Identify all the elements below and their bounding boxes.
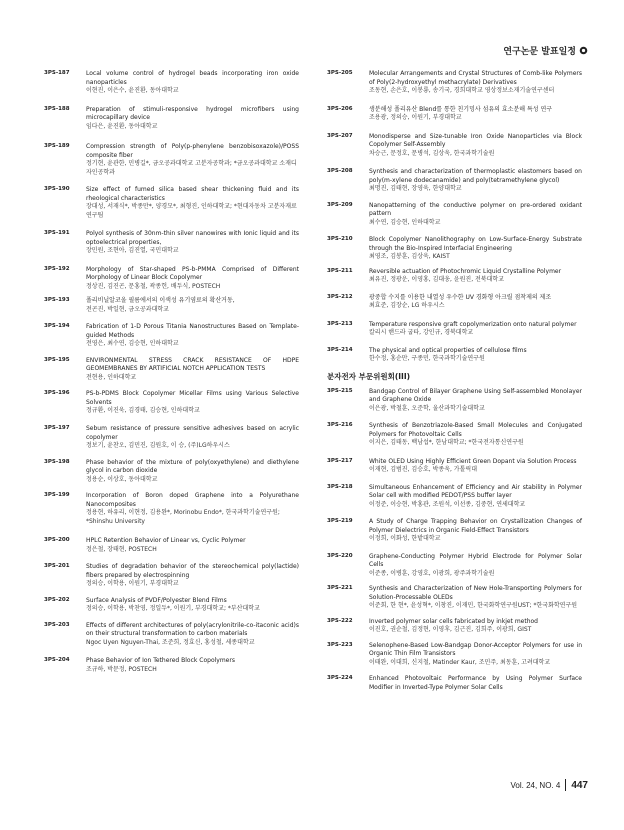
entry <box>327 675 582 692</box>
header-label: 연구논문 발표일정 <box>503 47 576 57</box>
entry-body <box>86 597 299 614</box>
volume-label: Vol. 24, NO. 4 <box>510 780 561 790</box>
entry-code: 3PS-215 <box>327 387 353 394</box>
entry-title: HPLC Retention Behavior of Linear vs, Cyclic Polymer <box>86 537 246 545</box>
entry-authors: 한수정, 홍순만, 구종민, 한국과학기술연구원 <box>369 355 485 363</box>
entry-body <box>369 202 582 228</box>
entry-body <box>369 458 582 475</box>
entry-code: 3PS-193 <box>44 297 70 304</box>
entry-code: 3PS-219 <box>327 518 353 525</box>
entry-title: 폴리비닐알코올 필름에서의 이색성 유기염료의 확산거동, <box>86 297 235 305</box>
entry-title: Phase behavior of the mixture of poly(oxyethylene) and diethylene glycol in carbon dioxide <box>86 458 299 475</box>
entry-body <box>86 186 299 220</box>
right-column <box>327 70 582 692</box>
entry-authors: 이은광, 박철훈, 오준학, 울산과학기술대학교 <box>369 404 485 412</box>
entry-body <box>86 537 299 554</box>
entry-authors: Ngoc Uyen Nguyen-Thai, 조준희, 정효신, 홍성철, 세종대학교 <box>86 638 255 646</box>
entry-body <box>369 618 582 635</box>
entry-code: 3PS-217 <box>327 457 353 464</box>
entry <box>327 268 582 285</box>
entry-body <box>86 390 299 416</box>
entry-body <box>86 459 299 485</box>
entry-body <box>86 323 299 349</box>
entry <box>327 422 582 448</box>
entry <box>327 168 582 194</box>
entry-title: Morphology of Star-shaped PS-b-PMMA Comprised of Different Morphology of Linear Block Copolymer <box>86 265 299 282</box>
entry-body <box>369 294 582 311</box>
entry-body <box>369 518 582 544</box>
entry <box>44 143 299 177</box>
entry-title: Incorporation of Boron doped Graphene into a Polyurethane Nanocomposites <box>86 492 299 508</box>
entry-body <box>369 347 582 364</box>
right-entries-a <box>327 70 582 364</box>
entry-title: Synthesis and characterization of thermoplastic elastomers based on poly(m-xylene dodecanamide) and poly(tetramethylene glycol) <box>369 168 582 184</box>
page-number: 447 <box>571 779 588 791</box>
entry <box>44 357 299 383</box>
entry-authors: 조규하, 박문정, POSTECH <box>86 665 157 673</box>
entry-authors: 차승근, 문정호, 문병석, 김상욱, 한국과학기술원 <box>369 149 495 157</box>
entry-title: Inverted polymer solar cells fabricated by inkjet method <box>369 617 538 625</box>
entry <box>44 563 299 589</box>
entry-authors: 임다은, 윤진환, 동아대학교 <box>86 122 158 130</box>
entry-authors: 조동현, 손은호, 이봉룡, 송기국, 경희대학교 영상정보소재기술연구센터 <box>369 87 555 95</box>
entry-title: 생분해성 폴리유산 Blend를 통한 친기밍사 섬유의 효소분해 특성 연구 <box>369 105 553 113</box>
entry-title: Temperature responsive graft copolymerization onto natural polymer <box>369 320 577 328</box>
entry-title: White OLED Using Highly Efficient Green Dopant via Solution Process <box>369 457 577 465</box>
entry-code: 3PS-204 <box>44 657 70 664</box>
entry-code: 3PS-201 <box>44 563 70 570</box>
entry-code: 3PS-190 <box>44 186 70 193</box>
entry <box>44 597 299 614</box>
entry-code: 3PS-207 <box>327 132 353 139</box>
entry-code: 3PS-211 <box>327 267 353 274</box>
entry-authors: 정의승, 이학용, 박찬영, 정일두*, 이원기, 부경대학교; *부산대학교 <box>86 605 260 613</box>
entry-authors: 이진호, 권순철, 김정현, 이영후, 김근진, 김희주, 이광희, GIST <box>369 626 532 634</box>
entry-body <box>369 168 582 194</box>
entry-authors: 이태완, 이대희, 신지철, Matinder Kaur, 조민주, 최동훈, 고려대학교 <box>369 658 551 666</box>
entry <box>327 202 582 228</box>
entry-body <box>86 657 299 674</box>
entry-code: 3PS-195 <box>44 356 70 363</box>
entry-title: A Study of Charge Trapping Behavior on Crystallization Changes of Polymer Dielectrics in Organic Field-Effect Transistors <box>369 518 582 534</box>
entry <box>327 70 582 96</box>
entry <box>44 492 299 526</box>
entry-authors: 최영조, 김봉훈, 김상욱, KAIST <box>369 253 450 261</box>
entry-code: 3PS-222 <box>327 617 353 624</box>
entry-body <box>86 297 299 314</box>
entry-code: 3PS-188 <box>44 105 70 112</box>
entry-code: 3PS-216 <box>327 422 353 429</box>
entry-code: 3PS-202 <box>44 596 70 603</box>
entry-authors: 이재현, 김범진, 김승호, 박종욱, 가톨릭대 <box>369 466 477 474</box>
entry-authors: 정의승, 이학용, 이원기, 부경대학교 <box>86 580 179 588</box>
entry-title: Studies of degradation behavior of the stereochemical poly(lactide) fibers prepared by electrospinning <box>86 563 299 579</box>
entry-title: Enhanced Photovoltaic Performance by Using Polymer Surface Modifier in Inverted-Type Polymer Solar Cells <box>369 675 582 691</box>
entry <box>327 642 582 668</box>
entry-title: PS-b-PDMS Block Copolymer Micellar Films using Various Selective Solvents <box>86 390 299 406</box>
entry <box>44 622 299 648</box>
entry-authors: 이준회, 한 현*, 윤성혁*, 이창진, 이재민, 한국화학연구원UST; *한국화학연구원 <box>369 602 578 610</box>
section-title: 분자전자 부문위원회(III) <box>327 371 411 381</box>
entry <box>44 323 299 349</box>
entry <box>327 294 582 311</box>
entry-title: Reversible actuation of Photochromic Liquid Crystalline Polymer <box>369 267 562 275</box>
entry <box>327 553 582 579</box>
entry-authors: 칼리시 핸드라 굽타, 강인규, 경북대학교 <box>369 329 474 337</box>
entry-title: 광중합 수지를 이용한 내열성 우수한 UV 경화형 아크릴 점착제의 제조 <box>369 293 552 301</box>
entry-title: Bandgap Control of Bilayer Graphene Using Self-assembled Monolayer and Graphene Oxide <box>369 387 582 404</box>
entry-code: 3PS-220 <box>327 552 353 559</box>
entry-body <box>86 622 299 648</box>
entry <box>327 106 582 123</box>
entry-code: 3PS-210 <box>327 236 353 243</box>
entry-body <box>369 268 582 285</box>
entry-code: 3PS-191 <box>44 230 70 237</box>
entry-code: 3PS-218 <box>327 483 353 490</box>
entry-code: 3PS-194 <box>44 323 70 330</box>
entry-authors: 정은철, 장태현, POSTECH <box>86 545 157 553</box>
entry-authors: 조용광, 정의승, 이원기, 부경대학교 <box>369 114 462 122</box>
entry-code: 3PS-224 <box>327 675 353 682</box>
entry-title: Synthesis and Characterization of New Hole-Transporting Polymers for Solution-Processable OLEDs <box>369 585 582 601</box>
entry-authors: 전곤진, 박일현, 금오공과대학교 <box>86 305 169 313</box>
entry-authors: 최명진, 김태현, 장영욱, 한양대학교 <box>369 185 462 193</box>
entry-code: 3PS-192 <box>44 265 70 272</box>
entry-authors: 정상진, 김진곤, 문홍철, 곽종헌, 배두식, POSTECH <box>86 282 221 290</box>
entry-authors: 이준종, 이병훈, 강영호, 이광희, 광주과학기술원 <box>369 569 495 577</box>
entry <box>327 133 582 159</box>
entry-code: 3PS-189 <box>44 143 70 150</box>
entry-authors: 전영은, 최수연, 김승현, 인하대학교 <box>86 340 179 348</box>
entry-code: 3PS-187 <box>44 70 70 76</box>
entry-title: Effects of different architectures of poly(acrylonitrile-co-itaconic acid)s on their structural transformation to carbon materials <box>86 621 299 638</box>
entry-code: 3PS-205 <box>327 70 353 76</box>
entry-code: 3PS-200 <box>44 537 70 544</box>
entry-code: 3PS-208 <box>327 168 353 175</box>
entry <box>327 236 582 262</box>
entry-title: Selenophene-Based Low-Bandgap Donor-Acceptor Polymers for use in Organic Thin Film Transistors <box>369 641 582 658</box>
entry-title: Simultaneous Enhancement of Efficiency and Air stability in Polymer Solar cell with modified PEDOT/PSS buffer layer <box>369 483 582 500</box>
entry-body <box>86 106 299 132</box>
entry <box>44 70 299 96</box>
entry-code: 3PS-209 <box>327 201 353 208</box>
entry-title: Preparation of stimuli-responsive hydrogel microfibers using microcapillary device <box>86 105 299 122</box>
entry-body <box>369 133 582 159</box>
entry <box>327 388 582 414</box>
entry-body <box>369 553 582 579</box>
entry-authors: 이현진, 이은수, 윤진환, 동아대학교 <box>86 87 179 95</box>
entry-authors: 정보기, 윤찬오, 김민진, 김원호, 이 승, (주)LG하우시스 <box>86 442 230 450</box>
entry <box>44 537 299 554</box>
entry-authors: 최효준, 김장순, LG 하우시스 <box>369 302 445 310</box>
entry-title: Sebum resistance of pressure sensitive adhesives based on acrylic copolymer <box>86 424 299 441</box>
entry <box>44 459 299 485</box>
entry-body <box>369 585 582 611</box>
entry-body <box>86 492 299 526</box>
entry-body <box>86 563 299 589</box>
entry-authors: 최수연, 김승현, 인하대학교 <box>369 218 441 226</box>
entry-authors: 이정희, 이화성, 한밭대학교 <box>369 535 441 543</box>
entry-code: 3PS-212 <box>327 293 353 300</box>
footer-divider <box>565 779 566 791</box>
entry-body <box>86 266 299 292</box>
entry-title: Block Copolymer Nanolithography on Low-Surface-Energy Substrate through the Bio-Inspired Interfacial Engineering <box>369 236 582 252</box>
entry-title: Phase Behavior of Ion Tethered Block Copolymers <box>86 657 235 665</box>
entry-title: Size effect of fumed silica based shear thickening fluid and its rheological characteristics <box>86 186 299 202</box>
entry-authors: 이정준, 이승현, 박홍관, 조원석, 이선종, 김중현, 연세대학교 <box>369 500 526 508</box>
entry <box>327 347 582 364</box>
entry <box>44 266 299 292</box>
entry <box>44 390 299 416</box>
entry-title: Compression strength of Poly(p-phenylene benzobisoxazole)/POSS composite fiber <box>86 143 299 159</box>
entry-title: Fabrication of 1-D Porous Titania Nanostructures Based on Template-guided Methods <box>86 323 299 339</box>
entry-authors: 정규환, 이진욱, 김경태, 김승현, 인하대학교 <box>86 407 200 415</box>
gear-icon <box>579 46 588 55</box>
entry-authors: 최유진, 정광운, 이영홍, 김대웅, 윤원진, 전북대학교 <box>369 276 504 284</box>
entry-body <box>369 321 582 338</box>
entry-code: 3PS-197 <box>44 424 70 431</box>
entry-body <box>369 70 582 96</box>
entry-title: The physical and optical properties of cellulose films <box>369 346 527 354</box>
entry-authors: 장민원, 조현아, 김진열, 국민대학교 <box>86 247 179 255</box>
entry-title: ENVIRONMENTAL STRESS CRACK RESISTANCE OF HDPE GEOMEMBRANES BY ARTIFICIAL NOTCH APPLICATION TESTS <box>86 356 299 373</box>
entry-title: Polyol synthesis of 30nm-thin silver nanowires with Ionic liquid and its optoelectrical properties, <box>86 230 299 246</box>
entry-authors: 정용현, 하유리, 이현정, 김용완*, Morinobu Endo*, 한국과학기술연구원; *Shinshu University <box>86 509 280 525</box>
entry-title: Nanopatterning of the conductive polymer on pre-ordered oxidant pattern <box>369 201 582 218</box>
entry <box>327 484 582 510</box>
entry-title: Local volume control of hydrogel beads incorporating iron oxide nanoparticles <box>86 70 299 86</box>
entry-body <box>369 422 582 448</box>
entry-title: Monodisperse and Size-tunable Iron Oxide Nanoparticles via Block Copolymer Self-Assembly <box>369 132 582 149</box>
entry-code: 3PS-214 <box>327 346 353 353</box>
entry-code: 3PS-206 <box>327 105 353 112</box>
entry <box>44 186 299 220</box>
entry-code: 3PS-199 <box>44 492 70 499</box>
entry-body <box>86 70 299 96</box>
entry <box>44 230 299 256</box>
entry <box>327 321 582 338</box>
entry-title: Graphene-Conducting Polymer Hybrid Electrode for Polymer Solar Cells <box>369 552 582 569</box>
entry <box>44 106 299 132</box>
entry <box>327 458 582 475</box>
entry-code: 3PS-198 <box>44 458 70 465</box>
entry-body <box>369 675 582 692</box>
entry-authors: 정기현, 윤관한, 민병길*, 금오공과대학교 고분자공학과; *금오공과대학교 소재디자인공학과 <box>86 160 297 176</box>
left-column <box>44 70 299 674</box>
right-entries-b <box>327 388 582 693</box>
entry <box>44 297 299 314</box>
entry-code: 3PS-203 <box>44 621 70 628</box>
entry-code: 3PS-213 <box>327 320 353 327</box>
entry-body <box>86 357 299 383</box>
entry-body <box>369 236 582 262</box>
entry-body <box>369 484 582 510</box>
entry-code: 3PS-223 <box>327 641 353 648</box>
entry-code: 3PS-221 <box>327 585 353 592</box>
entry-title: Molecular Arrangements and Crystal Structures of Comb-like Polymers of Poly(2-hydroxyethyl methacrylate) Derivatives <box>369 70 582 86</box>
entry-title: Synthesis of Benzotriazole-Based Small Molecules and Conjugated Polymers for Photovoltaic Cells <box>369 422 582 438</box>
entry-body <box>369 388 582 414</box>
entry-title: Surface Analysis of PVDF/Polyester Blend Films <box>86 596 227 604</box>
entry <box>327 585 582 611</box>
entry-body <box>369 642 582 668</box>
entry-body <box>86 230 299 256</box>
entry-code: 3PS-196 <box>44 390 70 397</box>
entry-authors: 장대성, 서재식*, 박종만*, 양경모*, 최형진, 인하대학교; *현대자동차 고분자재료연구팀 <box>86 203 297 219</box>
entry-authors: 이지은, 김태동, 백남섭*, 한남대학교; *한국전자통신연구원 <box>369 439 524 447</box>
entry-body <box>86 143 299 177</box>
entry <box>44 657 299 674</box>
entry <box>44 425 299 451</box>
entry <box>327 618 582 635</box>
entry-authors: 전현용, 인하대학교 <box>86 373 137 381</box>
page-header <box>503 44 588 57</box>
page-footer <box>511 779 589 791</box>
entry-body <box>86 425 299 451</box>
entry <box>327 518 582 544</box>
entry-body <box>369 106 582 123</box>
entry-authors: 정용순, 이상호, 동아대학교 <box>86 475 158 483</box>
